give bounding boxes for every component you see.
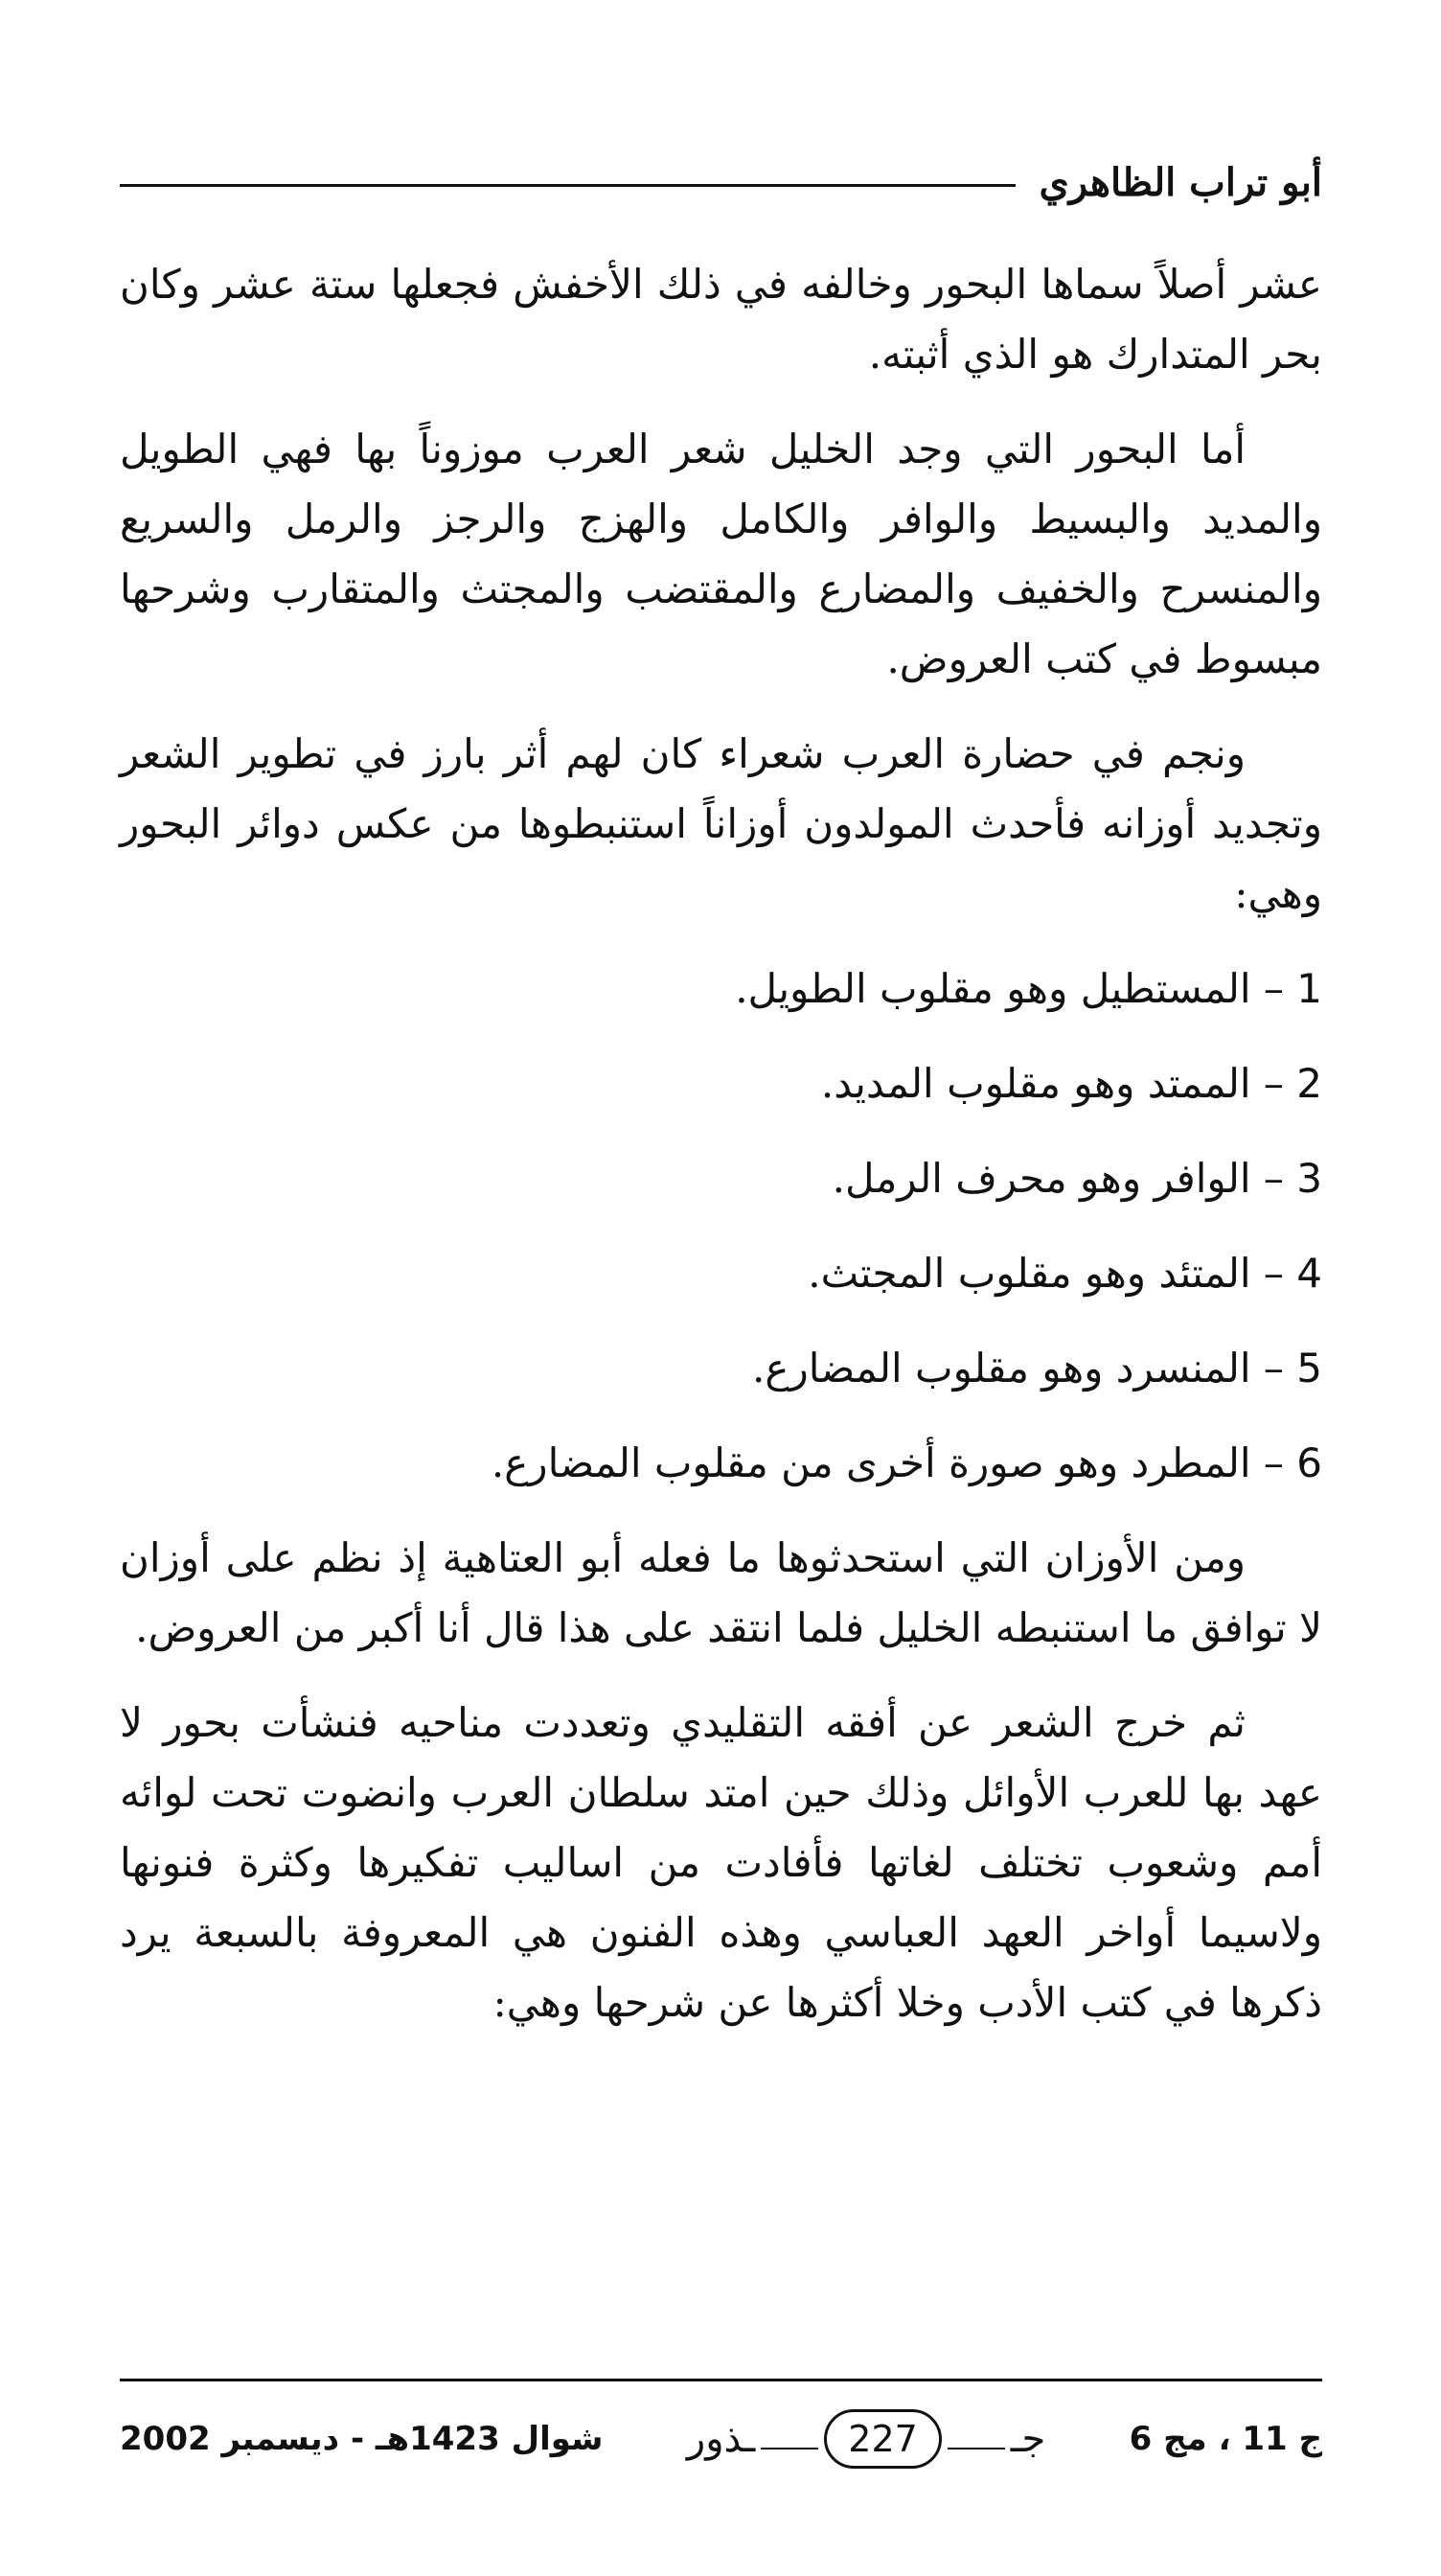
list-text: المتئد وهو مقلوب المجتث.	[808, 1250, 1251, 1297]
list-item	[120, 1143, 1322, 1213]
list-text: الممتد وهو مقلوب المديد.	[820, 1060, 1251, 1107]
list-number: 6	[1296, 1439, 1322, 1486]
list-number: 4	[1296, 1250, 1322, 1297]
footer-rule	[120, 2379, 1322, 2381]
list-text: المستطيل وهو مقلوب الطويل.	[735, 965, 1251, 1012]
list-text: الوافر وهو محرف الرمل.	[832, 1155, 1251, 1202]
list-number: 3	[1296, 1155, 1322, 1202]
list-dash: –	[1250, 1250, 1284, 1297]
paragraph: أما البحور التي وجد الخليل شعر العرب موزوناً بها فهي الطويل والمديد والبسيط والوافر والكامل والهزج والرجز والرمل والسريع والمنسرح والخفيف والمضارع والمقتضب والمجتث والمتقارب وشرحها مبسوط في كتب العروض.	[120, 426, 1322, 682]
meters-list	[120, 954, 1322, 1498]
journal-mark	[687, 2409, 1045, 2469]
issue-date: شوال 1423هـ - ديسمبر 2002	[120, 2420, 604, 2458]
list-dash: –	[1250, 965, 1284, 1012]
running-header	[120, 153, 1322, 211]
journal-tail	[948, 2448, 1005, 2450]
header-rule	[120, 184, 1016, 187]
list-dash: –	[1250, 1060, 1284, 1107]
list-text: المطرد وهو صورة أخرى من مقلوب المضارع.	[491, 1439, 1251, 1486]
list-number: 1	[1296, 965, 1322, 1012]
journal-prefix: جـ	[1010, 2417, 1046, 2461]
list-number: 5	[1296, 1345, 1322, 1392]
volume-label: ج 11 ، مج 6	[1129, 2420, 1322, 2458]
journal-suffix: ـذور	[686, 2417, 756, 2461]
list-dash: –	[1250, 1155, 1284, 1202]
page-footer	[120, 2401, 1322, 2477]
list-dash: –	[1250, 1345, 1284, 1392]
page-number: 227	[824, 2409, 942, 2469]
author-name: أبو تراب الظاهري	[1039, 159, 1322, 205]
paragraph: ونجم في حضارة العرب شعراء كان لهم أثر بارز في تطوير الشعر وتجديد أوزانه فأحدث المولدون أوزاناً استنبطوها من عكس دوائر البحور وهي:	[120, 730, 1322, 917]
paragraph-continuation: عشر أصلاً سماها البحور وخالفه في ذلك الأخفش فجعلها ستة عشر وكان بحر المتدارك هو الذي أثبته.	[120, 261, 1322, 378]
document-page	[120, 134, 1322, 2511]
journal-tail	[761, 2448, 818, 2450]
list-number: 2	[1296, 1060, 1322, 1107]
list-item	[120, 1048, 1322, 1118]
body-text	[120, 249, 1322, 2062]
paragraph: ومن الأوزان التي استحدثوها ما فعله أبو العتاهية إذ نظم على أوزان لا توافق ما استنبطه الخليل فلما انتقد على هذا قال أنا أكبر من العروض.	[120, 1534, 1322, 1651]
list-dash: –	[1250, 1439, 1284, 1486]
list-item	[120, 1238, 1322, 1308]
list-text: المنسرد وهو مقلوب المضارع.	[752, 1345, 1251, 1392]
list-item	[120, 1428, 1322, 1498]
list-item	[120, 1333, 1322, 1403]
paragraph: ثم خرج الشعر عن أفقه التقليدي وتعددت مناحيه فنشأت بحور لا عهد بها للعرب الأوائل وذلك حين امتد سلطان العرب وانضوت تحت لوائه أمم وشعوب تختلف لغاتها فأفادت من اساليب تفكيرها وكثرة فنونها ولاسيما أواخر العهد العباسي وهذه الفنون هي المعروفة بالسبعة يرد ذكرها في كتب الأدب وخلا أكثرها عن شرحها وهي:	[120, 1699, 1322, 2026]
list-item	[120, 954, 1322, 1024]
